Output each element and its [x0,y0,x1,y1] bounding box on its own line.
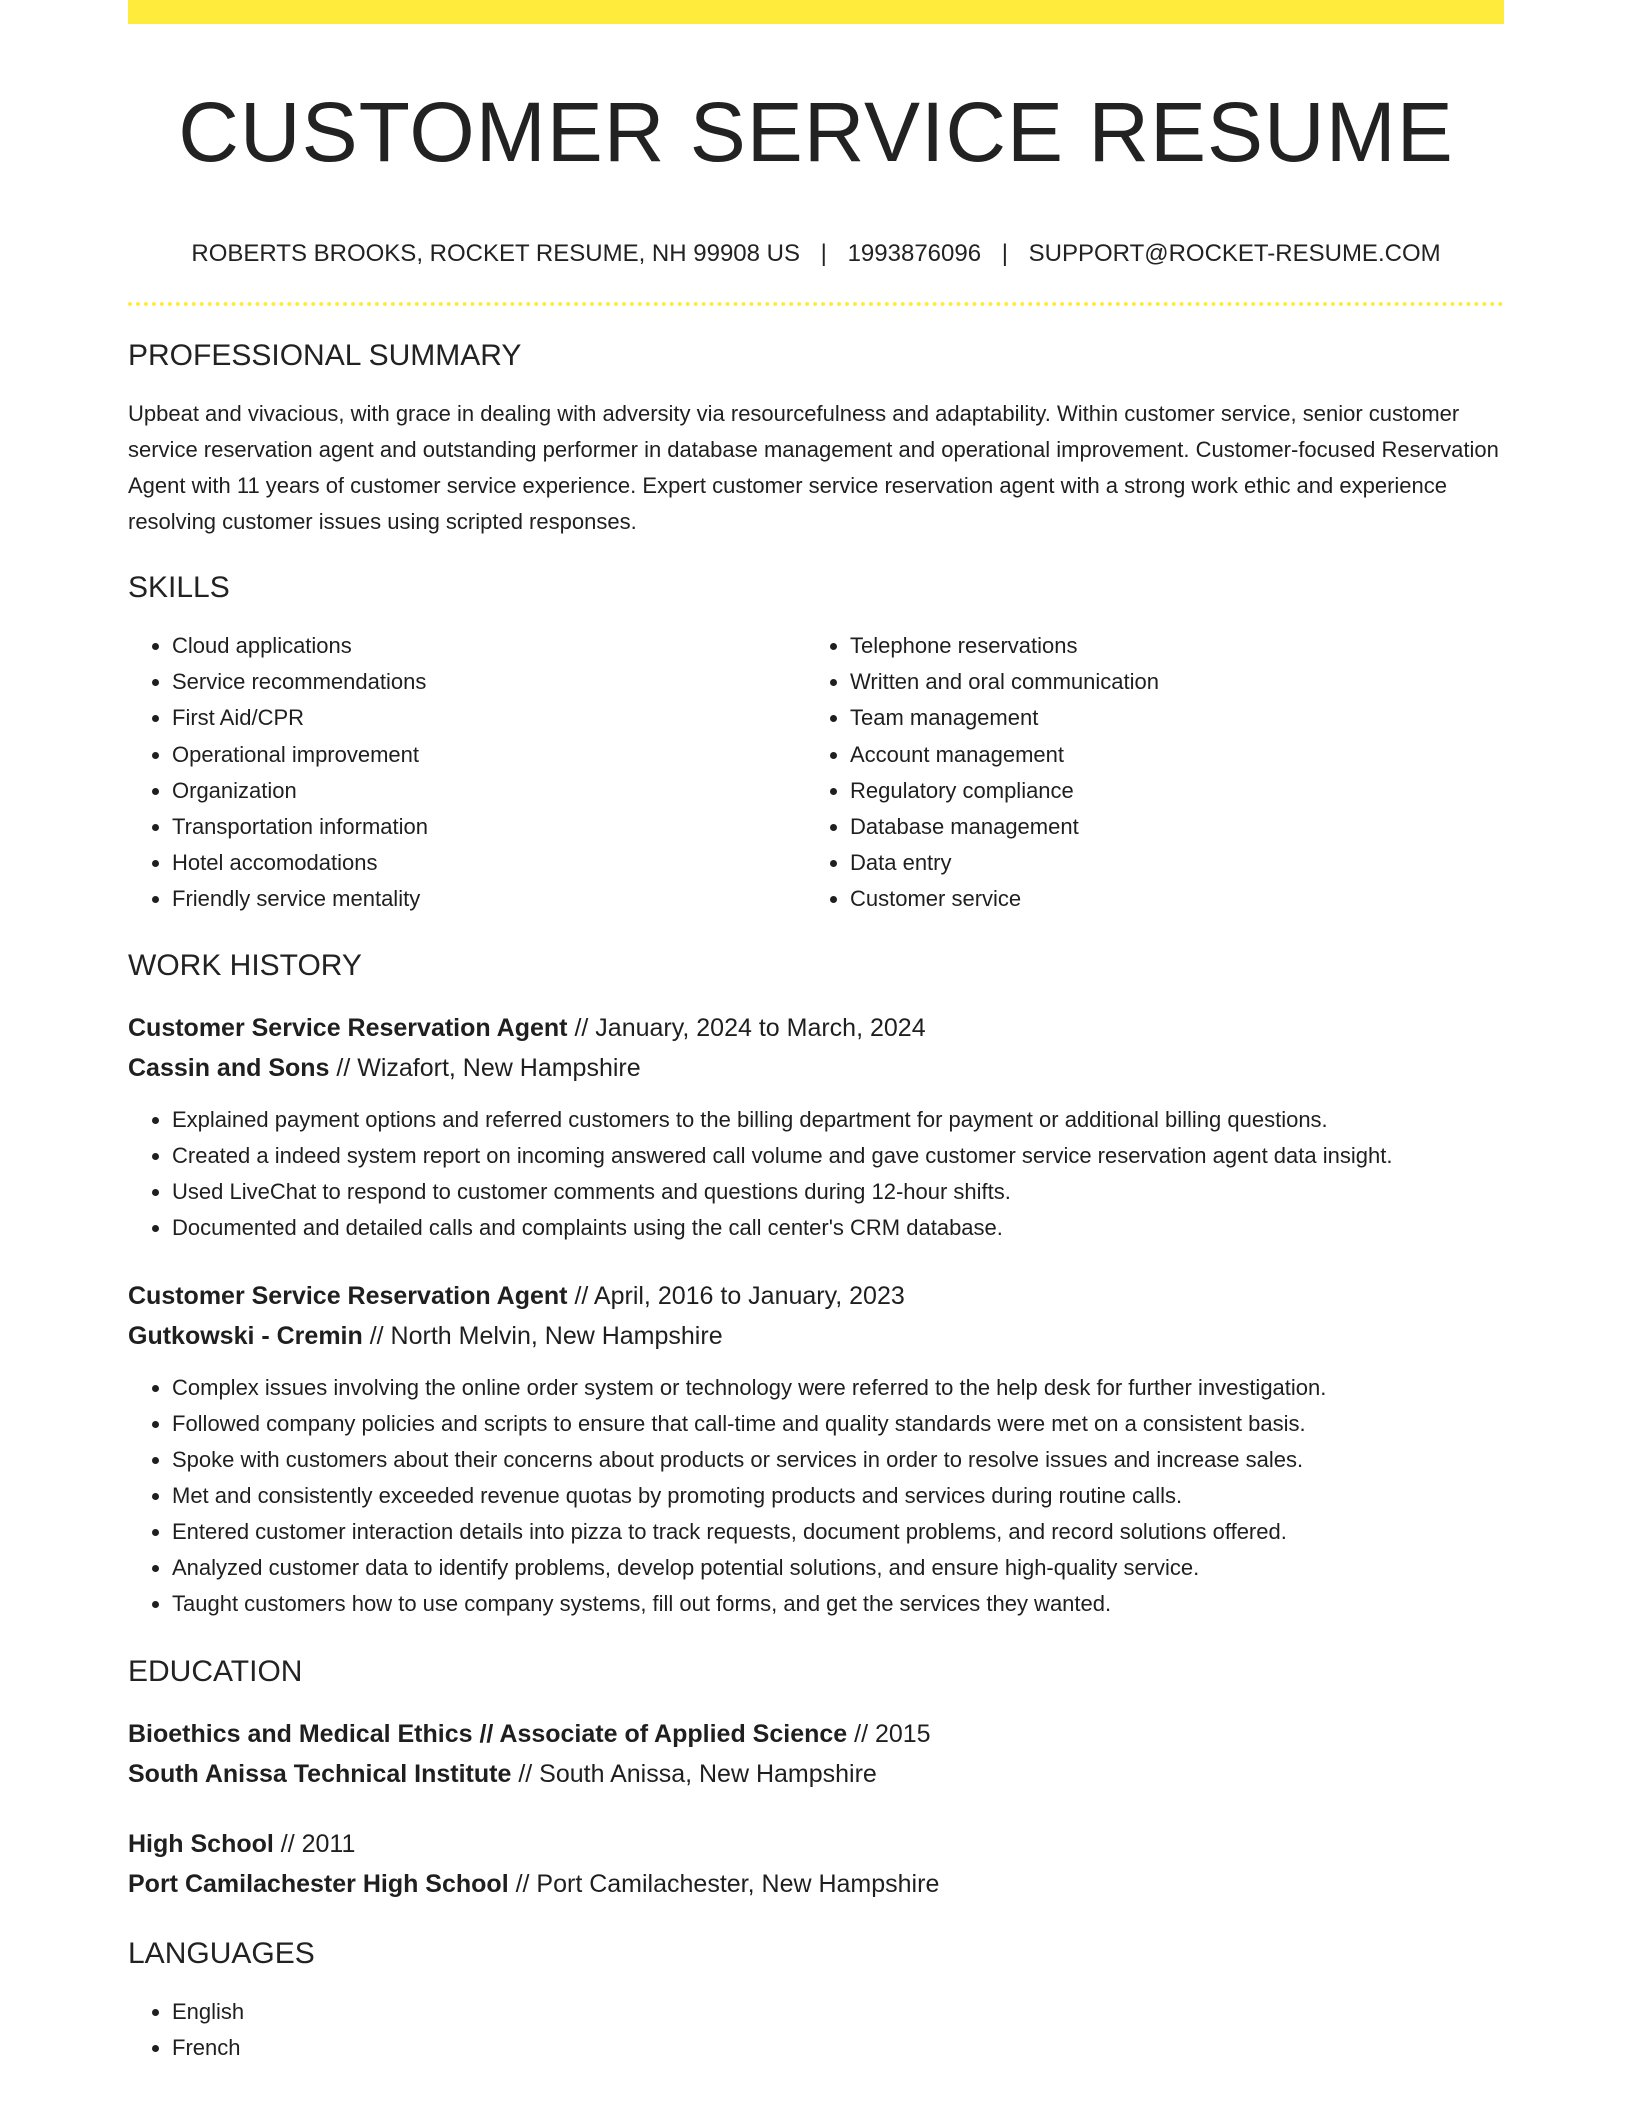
job-location: // North Melvin, New Hampshire [362,1321,723,1350]
education-heading: EDUCATION [128,1654,303,1688]
job-bullet: • Explained payment options and referred customers to the billing department for payment or additional billing questions. [172,1102,1504,1138]
accent-top-bar [128,0,1504,24]
job-bullets [128,1102,1504,1246]
dotted-divider [128,302,1504,306]
job-bullet: • Followed company policies and scripts to ensure that call-time and quality standards were met on a consistent basis. [172,1406,1504,1442]
skill-item: • Telephone reservations [850,628,1484,664]
job-company: Gutkowski - Cremin [128,1321,363,1350]
job-title: Customer Service Reservation Agent [128,1013,568,1042]
skills-column-right [806,628,1484,918]
contact-phone: 1993876096 [847,240,982,267]
job-bullet: • Met and consistently exceeded revenue quotas by promoting products and services during routine calls. [172,1478,1504,1514]
skill-item: • Hotel accomodations [172,845,806,881]
education-school: South Anissa Technical Institute [128,1759,512,1788]
resume-title: CUSTOMER SERVICE RESUME [178,85,1454,179]
job-bullet: • Entered customer interaction details into pizza to track requests, document problems, and record solutions offered. [172,1514,1504,1550]
education-year: // 2011 [273,1829,356,1858]
contact-email: SUPPORT@ROCKET-RESUME.COM [1028,240,1441,267]
job-entry [128,1008,1504,1246]
contact-separator: | [1001,240,1008,267]
education-degree: Bioethics and Medical Ethics // Associate of Applied Science [128,1719,848,1748]
skill-item: • First Aid/CPR [172,700,806,736]
education-location: // South Anissa, New Hampshire [511,1759,877,1788]
summary-heading: PROFESSIONAL SUMMARY [128,339,522,372]
job-title: Customer Service Reservation Agent [128,1281,568,1310]
language-item: • English [172,1994,1504,2030]
skill-item: • Account management [850,737,1484,773]
skill-item: • Service recommendations [172,664,806,700]
job-bullet: • Created a indeed system report on incoming answered call volume and gave customer service reservation agent data insight. [172,1138,1504,1174]
skills-heading: SKILLS [128,571,230,604]
skill-item: • Operational improvement [172,737,806,773]
job-title-line [128,1008,1504,1048]
contact-address: ROBERTS BROOKS, ROCKET RESUME, NH 99908 US [191,240,800,267]
job-company: Cassin and Sons [128,1053,330,1082]
education-school-line [128,1864,1504,1904]
summary-text: Upbeat and vivacious, with grace in dealing with adversity via resourcefulness and adaptability. Within customer service, senior customer service reservation agent and outstanding performer in database management and operational improvement. Customer-focused Reservation Agent with 11 years of customer service experience. Expert customer service reservation agent with a strong work ethic and experience resolving customer issues using scripted responses. [128,401,1499,534]
job-bullet: • Complex issues involving the online order system or technology were referred to the help desk for further investigation. [172,1370,1504,1406]
skill-item: • Friendly service mentality [172,881,806,917]
job-bullet: • Spoke with customers about their concerns about products or services in order to resolve issues and increase sales. [172,1442,1504,1478]
skill-item: • Data entry [850,845,1484,881]
job-bullet: • Documented and detailed calls and complaints using the call center's CRM database. [172,1210,1504,1246]
job-company-line [128,1048,1504,1088]
job-bullet: • Taught customers how to use company systems, fill out forms, and get the services they wanted. [172,1586,1504,1622]
job-location: // Wizafort, New Hampshire [329,1053,641,1082]
skills-column-left [128,628,806,918]
education-year: // 2015 [847,1719,931,1748]
languages-heading: LANGUAGES [128,1936,315,1970]
skill-item: • Team management [850,700,1484,736]
job-title-line [128,1276,1504,1316]
skills-grid [128,628,1504,918]
education-degree-line [128,1824,1504,1864]
skill-item: • Organization [172,773,806,809]
language-item: • French [172,2030,1504,2066]
skill-item: • Database management [850,809,1484,845]
contact-separator: | [820,240,827,267]
education-entry [128,1714,1504,1794]
education-location: // Port Camilachester, New Hampshire [508,1869,940,1898]
education-degree: High School [128,1829,274,1858]
education-school: Port Camilachester High School [128,1869,509,1898]
skill-item: • Transportation information [172,809,806,845]
education-school-line [128,1754,1504,1794]
job-bullet: • Used LiveChat to respond to customer comments and questions during 12-hour shifts. [172,1174,1504,1210]
job-entry [128,1276,1504,1622]
work-history-heading: WORK HISTORY [128,948,362,982]
contact-line [128,238,1504,270]
skill-item: • Written and oral communication [850,664,1484,700]
skill-item: • Cloud applications [172,628,806,664]
job-company-line [128,1316,1504,1356]
job-bullets [128,1370,1504,1622]
job-dates: // January, 2024 to March, 2024 [567,1013,926,1042]
skill-item: • Regulatory compliance [850,773,1484,809]
education-degree-line [128,1714,1504,1754]
job-dates: // April, 2016 to January, 2023 [567,1281,905,1310]
skill-item: • Customer service [850,881,1484,917]
resume-page [128,0,1504,2066]
education-entry [128,1824,1504,1904]
job-bullet: • Analyzed customer data to identify problems, develop potential solutions, and ensure high-quality service. [172,1550,1504,1586]
languages-list [128,1994,1504,2066]
